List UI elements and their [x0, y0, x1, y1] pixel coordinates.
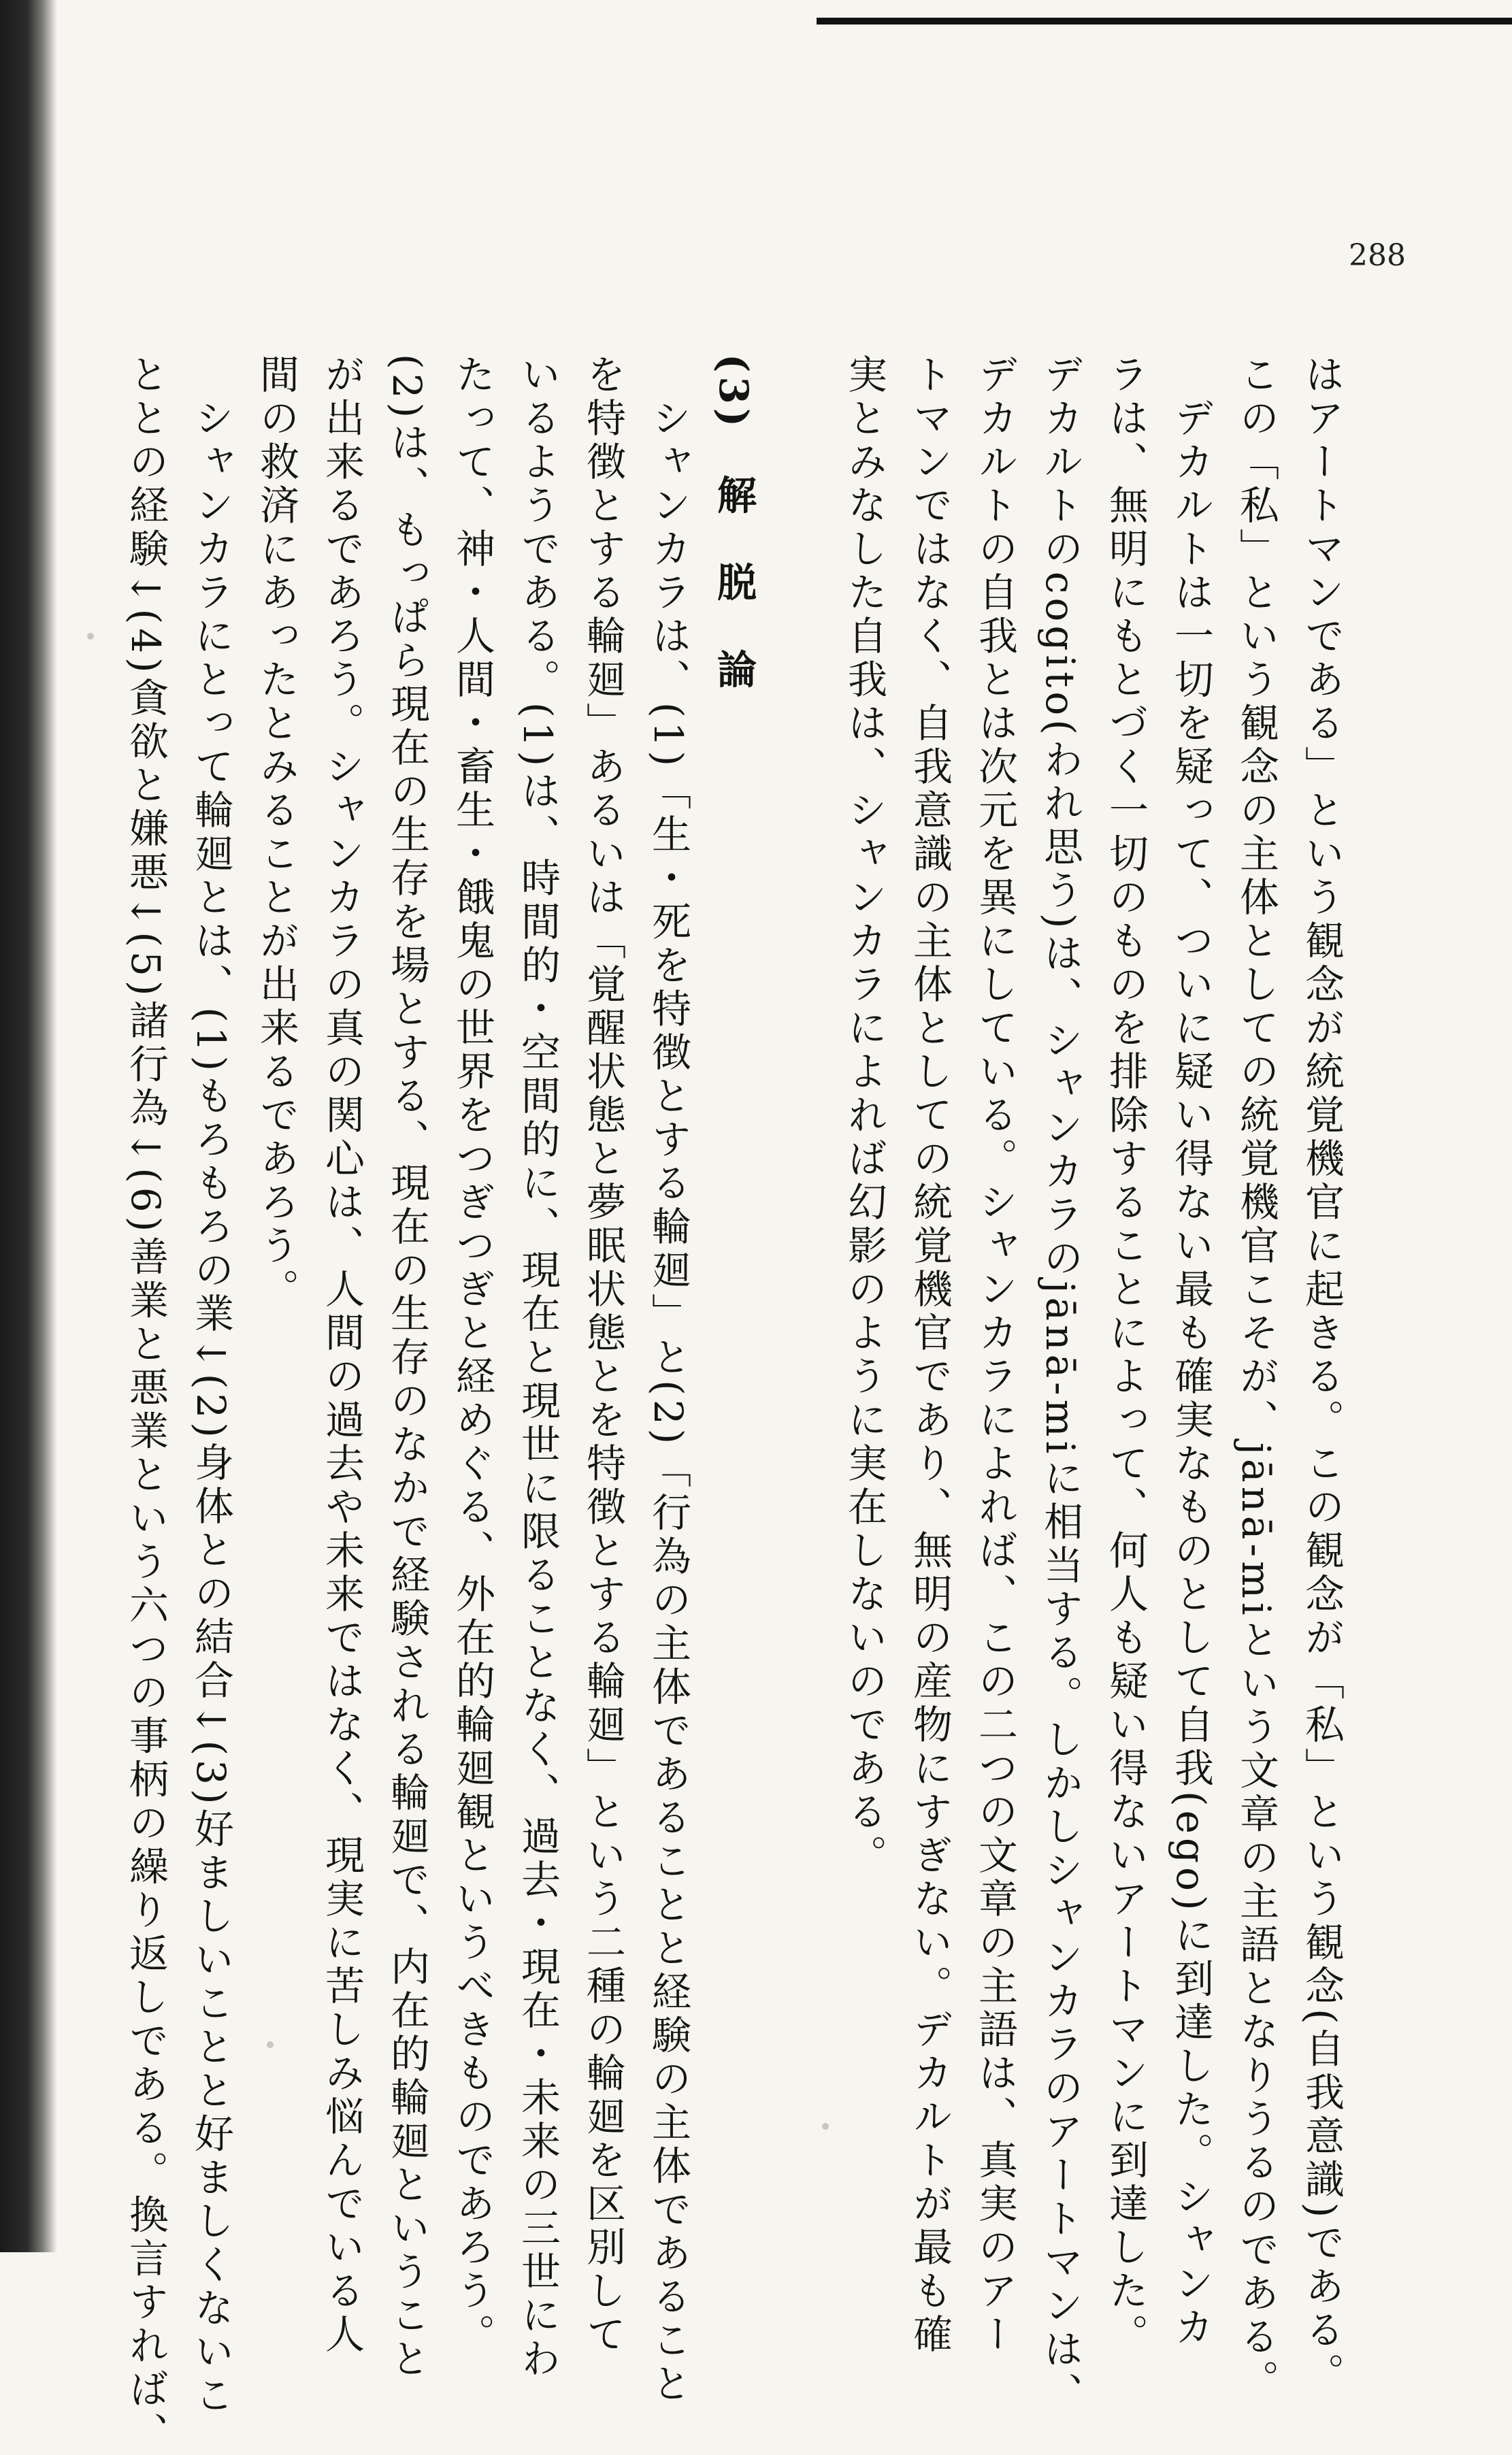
- text-line: たって、神・人間・畜生・餓鬼の世界をつぎつぎと経めぐる、外在的輪廻観というべきものであろう。: [449, 354, 495, 2357]
- page-number: 288: [1349, 238, 1406, 273]
- text-line: シャンカラは、(1)「生・死を特徴とする輪廻」と(2)「行為の主体であることと経験の主体であること: [645, 354, 691, 2407]
- section-heading: (3) 解 脱 論: [710, 354, 757, 693]
- text-line: はアートマンである」という観念が統覚機官に起きる。この観念が「私」という観念(自我意識)である。: [1298, 354, 1345, 2396]
- text-line: いるようである。(1)は、時間的・空間的に、現在と現世に限ることなく、過去・現在・未来の三世にわ: [514, 354, 561, 2382]
- text-line: ととの経験↓(4)貪欲と嫌悪↓(5)諸行為↓(6)善業と悪業という六つの事柄の繰り返しである。換言すれば、: [122, 354, 169, 2455]
- text-line: が出来るであろう。シャンカラの真の関心は、人間の過去や未来ではなく、現実に苦しみ悩んでいる人: [318, 354, 365, 2357]
- text-line: この「私」という観念の主体としての統覚機官こそが、jānā-miという文章の主語となりうるのである。: [1233, 354, 1279, 2403]
- scan-speck: [267, 2041, 274, 2048]
- text-line: デカルトの自我とは次元を異にしている。シャンカラによれば、この二つの文章の主語は、真実のアー: [972, 354, 1018, 2357]
- body-text: [122, 354, 1354, 2455]
- top-rule: [817, 18, 1512, 24]
- text-line: トマンではなく、自我意識の主体としての統覚機官であり、無明の産物にすぎない。デカルトが最も確: [906, 354, 953, 2357]
- text-line: (2)は、もっぱら現在の生存を場とする、現在の生存のなかで経験される輪廻で、内在的輪廻ということ: [384, 354, 430, 2382]
- text-line: 間の救済にあったとみることが出来るであろう。: [253, 354, 299, 1312]
- text-line: ラは、無明にもとづく一切のものを排除することによって、何人も疑い得ないアートマンに到達した。: [1102, 354, 1149, 2357]
- scan-speck: [87, 633, 94, 640]
- text-line: 実とみなした自我は、シャンカラによれば幻影のように実在しないのである。: [841, 354, 887, 1878]
- book-binding-edge: [0, 0, 57, 2252]
- text-line: を特徴とする輪廻」あるいは「覚醒状態と夢眠状態とを特徴とする輪廻」という二種の輪廻を区別して: [580, 354, 626, 2357]
- text-line: デカルトは一切を疑って、ついに疑い得ない最も確実なものとして自我(ego)に到達した。シャンカ: [1168, 354, 1214, 2350]
- text-line: シャンカラにとって輪廻とは、(1)もろもろの業↓(2)身体との結合↓(3)好ましいことと好ましくないこ: [188, 354, 234, 2418]
- text-line: デカルトのcogito(われ思う)は、シャンカラのjānā-miに相当する。しかしシャンカラのアートマンは、: [1037, 354, 1083, 2416]
- scan-speck: [822, 2123, 829, 2130]
